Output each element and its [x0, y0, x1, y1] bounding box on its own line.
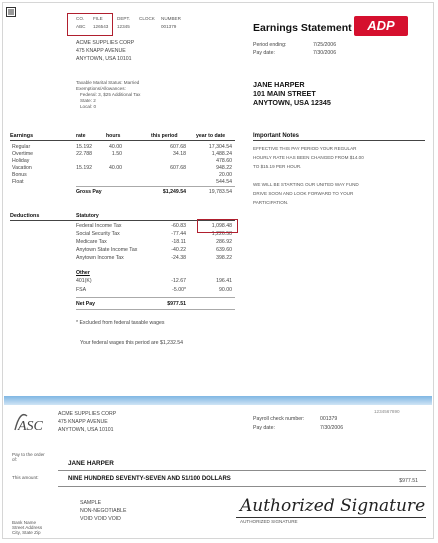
col-dept: DEPT. [117, 16, 131, 21]
statement-title: Earnings Statement [253, 22, 352, 34]
row-rate: 15.192 [76, 144, 92, 150]
val-file: 126543 [93, 24, 109, 29]
val-number: 001379 [161, 24, 177, 29]
row-label: Federal Income Tax [76, 223, 122, 229]
note-line: DRIVE SOON AND LOOK FORWARD TO YOUR [253, 191, 354, 196]
signature-script: Authorized Signature [240, 496, 426, 516]
net-rule [76, 297, 235, 298]
deductions-heading: Deductions [10, 213, 40, 219]
employee-city: ANYTOWN, USA 12345 [253, 98, 331, 107]
check-company-city: ANYTOWN, USA 10101 [58, 427, 114, 433]
amount-line [58, 486, 426, 487]
amount-in-words: NINE HUNDRED SEVENTY-SEVEN AND 51/100 DOLLARS [68, 476, 231, 482]
row-period: 34.18 [173, 151, 186, 157]
row-period: -12.67 [171, 278, 186, 284]
note-line: EFFECTIVE THIS PAY PERIOD YOUR REGULAR [253, 146, 357, 151]
col-rate: rate [76, 133, 86, 139]
excluded-note: * Excluded from federal taxable wages [76, 320, 165, 326]
tax-federal: Federal: 3, $25 Additional Tax [80, 92, 141, 97]
signature-caption: AUTHORIZED SIGNATURE [240, 519, 298, 524]
check-company-street: 475 KNAPP AVENUE [58, 419, 108, 425]
tax-local: Local: 0 [80, 104, 97, 109]
row-rate: 15.192 [76, 165, 92, 171]
net-pay-label: Net Pay [76, 301, 96, 307]
check-logo [12, 408, 46, 436]
check-logo-text: ASC [18, 419, 43, 434]
authorized-signature [240, 496, 425, 516]
col-clock: CLOCK [139, 16, 155, 21]
row-label: Social Security Tax [76, 231, 120, 237]
row-ytd: 90.00 [219, 287, 232, 293]
col-file: FILE [93, 16, 103, 21]
stub-company-city: ANYTOWN, USA 10101 [76, 56, 132, 62]
earnings-rule [10, 140, 235, 141]
row-label: Regular [12, 144, 31, 150]
check-amount: $977.51 [399, 478, 418, 484]
row-ytd: 398.22 [216, 255, 232, 261]
highlight-box-file [67, 13, 113, 36]
payee-name: JANE HARPER [68, 460, 114, 467]
period-ending-label: Period ending: [253, 42, 287, 48]
row-ytd: 1,488.24 [211, 151, 232, 157]
period-ending-value: 7/25/2006 [313, 42, 337, 48]
row-hours: 40.00 [109, 144, 122, 150]
tax-state: State: 2 [80, 98, 96, 103]
check-serial: 1234567890 [374, 409, 400, 414]
row-period: -77.44 [171, 231, 186, 237]
row-hours: 40.00 [109, 165, 122, 171]
val-co: ABC [76, 24, 86, 29]
gross-rule [76, 186, 235, 187]
sample-text: SAMPLE [80, 500, 102, 506]
row-ytd: 1,098.48 [211, 223, 232, 229]
notes-rule [253, 140, 425, 141]
bank-name: Bank Name [12, 520, 37, 525]
row-ytd: 639.60 [216, 247, 232, 253]
bank-street: Street Address [12, 525, 43, 530]
employee-street: 101 MAIN STREET [253, 89, 316, 98]
col-year-to-date: year to date [196, 133, 226, 139]
row-period: 607.68 [170, 144, 186, 150]
gross-pay-period: $1,249.54 [162, 189, 186, 195]
note-line: PARTICIPATION. [253, 200, 289, 205]
col-number: NUMBER [161, 16, 181, 21]
employee-name: JANE HARPER [253, 80, 305, 89]
pay-to-label: Pay to the order of: [12, 452, 45, 462]
row-ytd: 948.22 [216, 165, 232, 171]
gross-pay-ytd: 19,783.54 [208, 189, 232, 195]
note-line: TO $15.19 PER HOUR. [253, 164, 302, 169]
void-text: VOID VOID VOID [80, 516, 121, 522]
adp-logo [354, 16, 408, 36]
gross-pay-label: Gross Pay [76, 189, 102, 195]
row-ytd: 544.54 [216, 179, 232, 185]
net-bottom-rule [76, 309, 235, 310]
signature-line [236, 517, 426, 518]
important-notes-heading: Important Notes [253, 133, 300, 139]
pay-date-label: Pay date: [253, 50, 275, 56]
row-label: 401(K) [76, 278, 92, 284]
statutory-heading: Statutory [76, 213, 99, 219]
check-company-name: ACME SUPPLIES CORP [58, 411, 117, 417]
asc-logo-icon [12, 408, 46, 436]
document-glyph-icon [6, 4, 16, 14]
payroll-check-number: 001379 [320, 416, 338, 422]
tax-exemptions: Exemptions/Allowances: [76, 86, 126, 91]
row-period: -60.83 [171, 223, 186, 229]
row-label: Bonus [12, 172, 27, 178]
adp-logo-text: ADP [367, 18, 395, 33]
row-ytd: 20.00 [219, 172, 232, 178]
pay-date-value: 7/30/2006 [313, 50, 337, 56]
other-heading: Other [76, 270, 90, 276]
stub-company-street: 475 KNAPP AVENUE [76, 48, 126, 54]
col-this-period: this period [151, 133, 178, 139]
val-dept: 12345 [117, 24, 130, 29]
check-top-band [4, 396, 432, 405]
row-period: -18.11 [171, 239, 186, 245]
note-line: WE WILL BE STARTING OUR UNITED WAY FUND [253, 182, 359, 187]
row-label: Anytown State Income Tax [76, 247, 138, 253]
row-hours: 1.50 [111, 151, 122, 157]
tax-marital: Taxable Marital Status: Married [76, 80, 140, 85]
stub-company-name: ACME SUPPLIES CORP [76, 40, 135, 46]
this-amount-label: This amount: [12, 475, 39, 480]
note-line: HOURLY RATE HAS BEEN CHANGED FROM $14.00 [253, 155, 364, 160]
payee-line [58, 470, 426, 471]
check-pay-date: 7/30/2006 [320, 425, 344, 431]
row-period: -24.38 [171, 255, 186, 261]
row-label: Medicare Tax [76, 239, 107, 245]
row-label: FSA [76, 287, 87, 293]
row-period: -5.00* [172, 287, 186, 293]
non-negotiable-text: NON-NEGOTIABLE [80, 508, 127, 514]
row-label: Anytown Income Tax [76, 255, 124, 261]
federal-wages-note: Your federal wages this period are $1,232.54 [80, 340, 184, 346]
row-ytd: 478.60 [216, 158, 232, 164]
row-ytd: 1,226.58 [211, 231, 232, 237]
net-pay-period: $977.51 [167, 301, 186, 307]
row-label: Float [12, 179, 24, 185]
col-co: CO. [76, 16, 85, 21]
col-hours: hours [106, 133, 121, 139]
payroll-check-label: Payroll check number: [253, 416, 305, 422]
row-period: 607.68 [170, 165, 186, 171]
row-ytd: 196.41 [216, 278, 232, 284]
row-rate: 22.788 [76, 151, 92, 157]
bank-city: City, State Zip [12, 530, 41, 535]
row-ytd: 286.92 [216, 239, 232, 245]
row-period: -40.22 [171, 247, 186, 253]
row-ytd: 17,304.54 [208, 144, 232, 150]
row-label: Overtime [12, 151, 34, 157]
row-label: Vacation [12, 165, 32, 171]
check-pay-date-label: Pay date: [253, 425, 275, 431]
earnings-heading: Earnings [10, 133, 34, 139]
highlight-box-federal-ytd [197, 219, 238, 233]
row-label: Holiday [12, 158, 30, 164]
